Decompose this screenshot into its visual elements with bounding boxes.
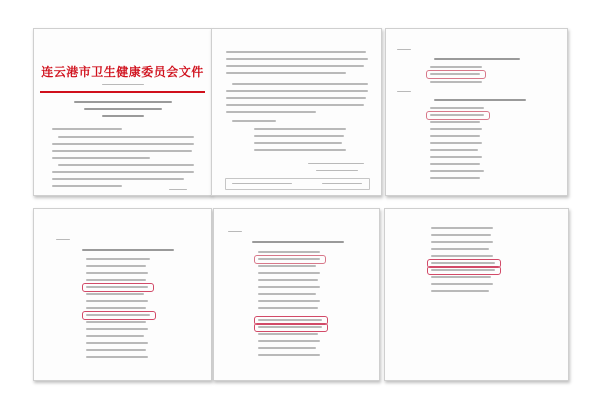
list-item: [430, 114, 484, 116]
list-item: [86, 356, 148, 358]
list-heading: [434, 58, 520, 60]
list-item: [258, 286, 320, 288]
list-item: [430, 107, 484, 109]
list-item: [86, 321, 146, 323]
list-item: [258, 279, 318, 281]
attachment-item: [254, 149, 346, 151]
letterhead-title: 连云港市卫生健康委员会文件: [41, 65, 204, 79]
document-page-4: [33, 208, 212, 381]
list-item: [86, 279, 146, 281]
list-item: [431, 227, 493, 229]
list-item: [258, 300, 320, 302]
list-item: [431, 262, 495, 264]
body-text: [226, 65, 364, 67]
list-item: [430, 149, 478, 151]
list-item: [86, 349, 146, 351]
list-item: [86, 293, 144, 295]
list-item: [86, 307, 146, 309]
body-text: [52, 171, 194, 173]
salutation: [52, 128, 122, 130]
page-number: [169, 189, 187, 190]
body-text: [226, 97, 366, 99]
body-text: [226, 51, 366, 53]
list-heading: [82, 249, 174, 251]
list-item: [431, 241, 493, 243]
list-item: [258, 333, 318, 335]
document-page-3: [385, 28, 568, 196]
list-item: [86, 300, 148, 302]
attachment-number: [397, 91, 411, 92]
list-item: [430, 128, 482, 130]
body-text: [226, 72, 346, 74]
list-item: [258, 319, 322, 321]
attachment-label: [232, 120, 276, 122]
attachment-number: [397, 49, 411, 50]
document-page-1: [33, 28, 212, 196]
list-item: [86, 335, 144, 337]
body-text: [52, 185, 122, 187]
list-item: [430, 170, 484, 172]
body-text: [58, 164, 194, 166]
list-item: [430, 121, 480, 123]
body-text: [232, 83, 368, 85]
list-item: [86, 328, 148, 330]
letterhead-rule: [40, 91, 205, 93]
list-item: [258, 340, 320, 342]
list-item: [258, 265, 316, 267]
list-heading: [434, 99, 526, 101]
list-item: [430, 177, 480, 179]
list-item: [430, 163, 480, 165]
list-item: [431, 290, 489, 292]
body-text: [226, 90, 368, 92]
list-item: [258, 293, 316, 295]
list-item: [431, 234, 491, 236]
list-item: [430, 142, 482, 144]
attachment-number: [228, 231, 242, 232]
list-item: [430, 81, 482, 83]
body-text: [226, 111, 316, 113]
body-text: [226, 104, 364, 106]
document-page-6: [384, 208, 569, 381]
list-item: [430, 135, 480, 137]
list-item: [258, 258, 320, 260]
body-text: [52, 157, 150, 159]
body-text: [58, 136, 194, 138]
notice-title: [102, 115, 144, 117]
notice-title: [84, 108, 162, 110]
document-page-5: [213, 208, 380, 381]
list-item: [86, 314, 150, 316]
notice-title: [74, 101, 172, 103]
list-item: [431, 248, 489, 250]
list-item: [86, 286, 148, 288]
body-text: [52, 150, 192, 152]
list-item: [431, 269, 495, 271]
attachment-item: [254, 128, 346, 130]
attachment-item: [254, 142, 342, 144]
list-heading: [252, 241, 344, 243]
list-item: [258, 251, 320, 253]
list-item: [258, 307, 318, 309]
issuer-name: [308, 163, 364, 164]
list-item: [86, 272, 148, 274]
list-item: [86, 342, 148, 344]
list-item: [430, 73, 480, 75]
attachment-item: [254, 135, 344, 137]
list-item: [258, 326, 322, 328]
issue-date: [316, 170, 358, 171]
footer-text: [232, 183, 292, 184]
list-item: [431, 276, 491, 278]
footer-box: [225, 178, 370, 190]
list-item: [258, 347, 316, 349]
list-item: [431, 283, 493, 285]
list-item: [430, 156, 482, 158]
list-item: [86, 258, 150, 260]
list-item: [86, 265, 146, 267]
document-number: [102, 84, 144, 85]
body-text: [52, 143, 194, 145]
body-text: [52, 178, 184, 180]
list-item: [258, 272, 320, 274]
list-item: [431, 255, 493, 257]
footer-date: [322, 183, 362, 184]
body-text: [226, 58, 368, 60]
list-item: [258, 354, 320, 356]
attachment-number: [56, 239, 70, 240]
document-page-2: [211, 28, 382, 196]
list-item: [430, 66, 482, 68]
